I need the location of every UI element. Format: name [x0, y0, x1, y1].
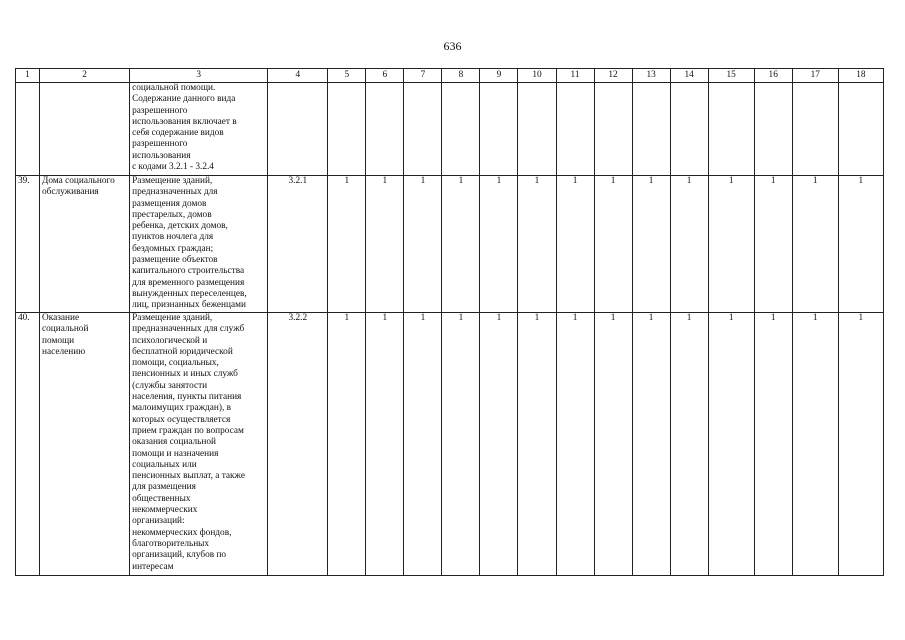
use-name-cell	[40, 83, 130, 176]
header-cell: 14	[670, 69, 708, 83]
use-name-line: помощи	[42, 335, 75, 346]
table-body	[16, 69, 884, 576]
zone-value-cell: 1	[708, 313, 754, 576]
zone-value-cell: 1	[518, 176, 556, 313]
zone-value-cell	[328, 83, 366, 176]
row-number-cell: 40.	[16, 313, 40, 576]
zone-value-cell: 1	[594, 313, 632, 576]
header-cell: 1	[16, 69, 40, 83]
zone-value-cell	[556, 83, 594, 176]
header-cell: 10	[518, 69, 556, 83]
table-row	[16, 176, 884, 313]
description-line: бесплатной юридической	[132, 346, 233, 357]
zone-value-cell	[518, 83, 556, 176]
land-use-table	[15, 68, 884, 576]
use-name-cell	[40, 176, 130, 313]
description-line: общественных	[132, 493, 191, 504]
table-row	[16, 83, 884, 176]
header-cell: 11	[556, 69, 594, 83]
header-cell: 15	[708, 69, 754, 83]
description-line: организаций, клубов по	[132, 550, 227, 561]
description-line: ребенка, детских домов,	[132, 221, 228, 232]
description-line: прием граждан по вопросам	[132, 425, 244, 436]
description-line: пунктов ночлега для	[132, 232, 214, 243]
zone-value-cell: 1	[632, 313, 670, 576]
description-line: разрешенного	[132, 139, 188, 150]
use-description-cell	[130, 176, 268, 313]
table-row	[16, 313, 884, 576]
row-number-cell: 39.	[16, 176, 40, 313]
description-line: бездомных граждан;	[132, 243, 214, 254]
zone-value-cell: 1	[556, 176, 594, 313]
description-line: размещения домов	[132, 198, 207, 209]
zone-value-cell: 1	[708, 176, 754, 313]
zone-value-cell: 1	[792, 313, 838, 576]
zone-value-cell: 1	[670, 176, 708, 313]
description-line: разрешенного	[132, 105, 188, 116]
use-name-cell	[40, 313, 130, 576]
zone-value-cell	[670, 83, 708, 176]
zone-value-cell: 1	[838, 313, 883, 576]
description-line: для временного размещения	[132, 277, 245, 288]
description-line: престарелых, домов	[132, 209, 212, 220]
description-line: пенсионных выплат, а также	[132, 471, 245, 482]
use-code-cell: 3.2.2	[268, 313, 328, 576]
zone-value-cell	[708, 83, 754, 176]
zone-value-cell: 1	[366, 313, 404, 576]
zone-value-cell: 1	[792, 176, 838, 313]
description-line: помощи и назначения	[132, 448, 219, 459]
description-line: психологической и	[132, 335, 208, 346]
description-line: предназначенных для	[132, 187, 218, 198]
description-line: некоммерческих	[132, 505, 198, 516]
header-cell: 8	[442, 69, 480, 83]
description-line: Содержание данного вида	[132, 94, 236, 105]
zone-value-cell: 1	[754, 176, 792, 313]
zone-value-cell: 1	[518, 313, 556, 576]
header-cell: 6	[366, 69, 404, 83]
description-line: помощи, социальных,	[132, 358, 219, 369]
use-name-line: Дома социального	[42, 176, 115, 186]
zone-value-cell: 1	[328, 176, 366, 313]
zone-value-cell: 1	[442, 176, 480, 313]
header-cell: 3	[130, 69, 268, 83]
description-line: населения, пункты питания	[132, 392, 242, 403]
zone-value-cell: 1	[442, 313, 480, 576]
description-line: Размещение зданий,	[132, 313, 213, 323]
description-line: малоимущих граждан), в	[132, 403, 232, 414]
zone-value-cell: 1	[366, 176, 404, 313]
header-cell: 18	[838, 69, 883, 83]
description-line: вынужденных переселенцев,	[132, 288, 247, 299]
page-number: 636	[443, 39, 462, 53]
description-line: для размещения	[132, 482, 196, 493]
zone-value-cell	[442, 83, 480, 176]
use-name-line: социальной	[42, 324, 89, 335]
use-description-cell	[130, 83, 268, 176]
description-line: с кодами 3.2.1 - 3.2.4	[132, 162, 214, 173]
use-code-cell	[268, 83, 328, 176]
zone-value-cell: 1	[404, 176, 442, 313]
description-line: которых осуществляется	[132, 414, 231, 425]
zone-value-cell	[754, 83, 792, 176]
description-line: использования включает в	[132, 116, 237, 127]
zone-value-cell	[792, 83, 838, 176]
zone-value-cell	[404, 83, 442, 176]
zone-value-cell: 1	[838, 176, 883, 313]
description-line: (службы занятости	[132, 380, 208, 391]
header-cell: 4	[268, 69, 328, 83]
use-code-cell: 3.2.1	[268, 176, 328, 313]
row-number-cell	[16, 83, 40, 176]
description-line: некоммерческих фондов,	[132, 527, 232, 538]
use-name-line: населению	[42, 346, 86, 357]
description-line: оказания социальной	[132, 437, 217, 448]
zone-value-cell: 1	[404, 313, 442, 576]
description-line: капитального строительства	[132, 266, 245, 277]
description-line: себя содержание видов	[132, 128, 224, 139]
use-name-line: обслуживания	[42, 187, 99, 198]
zone-value-cell: 1	[670, 313, 708, 576]
description-line: лиц, признанных беженцами	[132, 300, 246, 311]
description-line: пенсионных и иных служб	[132, 369, 238, 380]
zone-value-cell: 1	[632, 176, 670, 313]
use-name-line: Оказание	[42, 313, 80, 323]
header-cell: 7	[404, 69, 442, 83]
header-cell: 17	[792, 69, 838, 83]
description-line: размещение объектов	[132, 255, 218, 266]
zone-value-cell	[480, 83, 518, 176]
zone-value-cell	[632, 83, 670, 176]
description-line: Размещение зданий,	[132, 176, 213, 186]
description-line: организаций:	[132, 516, 185, 527]
zone-value-cell	[366, 83, 404, 176]
zone-value-cell: 1	[754, 313, 792, 576]
header-cell: 12	[594, 69, 632, 83]
header-cell: 9	[480, 69, 518, 83]
zone-value-cell: 1	[556, 313, 594, 576]
description-line: социальных или	[132, 459, 197, 470]
zone-value-cell	[838, 83, 883, 176]
description-line: интересам	[132, 561, 174, 572]
description-line: социальной помощи.	[132, 83, 216, 93]
description-line: благотворительных	[132, 538, 210, 549]
zone-value-cell: 1	[328, 313, 366, 576]
header-cell: 2	[40, 69, 130, 83]
zone-value-cell: 1	[480, 313, 518, 576]
description-line: использования	[132, 150, 191, 161]
description-line: предназначенных для служб	[132, 324, 245, 335]
header-cell: 5	[328, 69, 366, 83]
header-cell: 16	[754, 69, 792, 83]
use-description-cell	[130, 313, 268, 576]
header-row	[16, 69, 884, 83]
zone-value-cell: 1	[480, 176, 518, 313]
header-cell: 13	[632, 69, 670, 83]
zone-value-cell: 1	[594, 176, 632, 313]
zone-value-cell	[594, 83, 632, 176]
